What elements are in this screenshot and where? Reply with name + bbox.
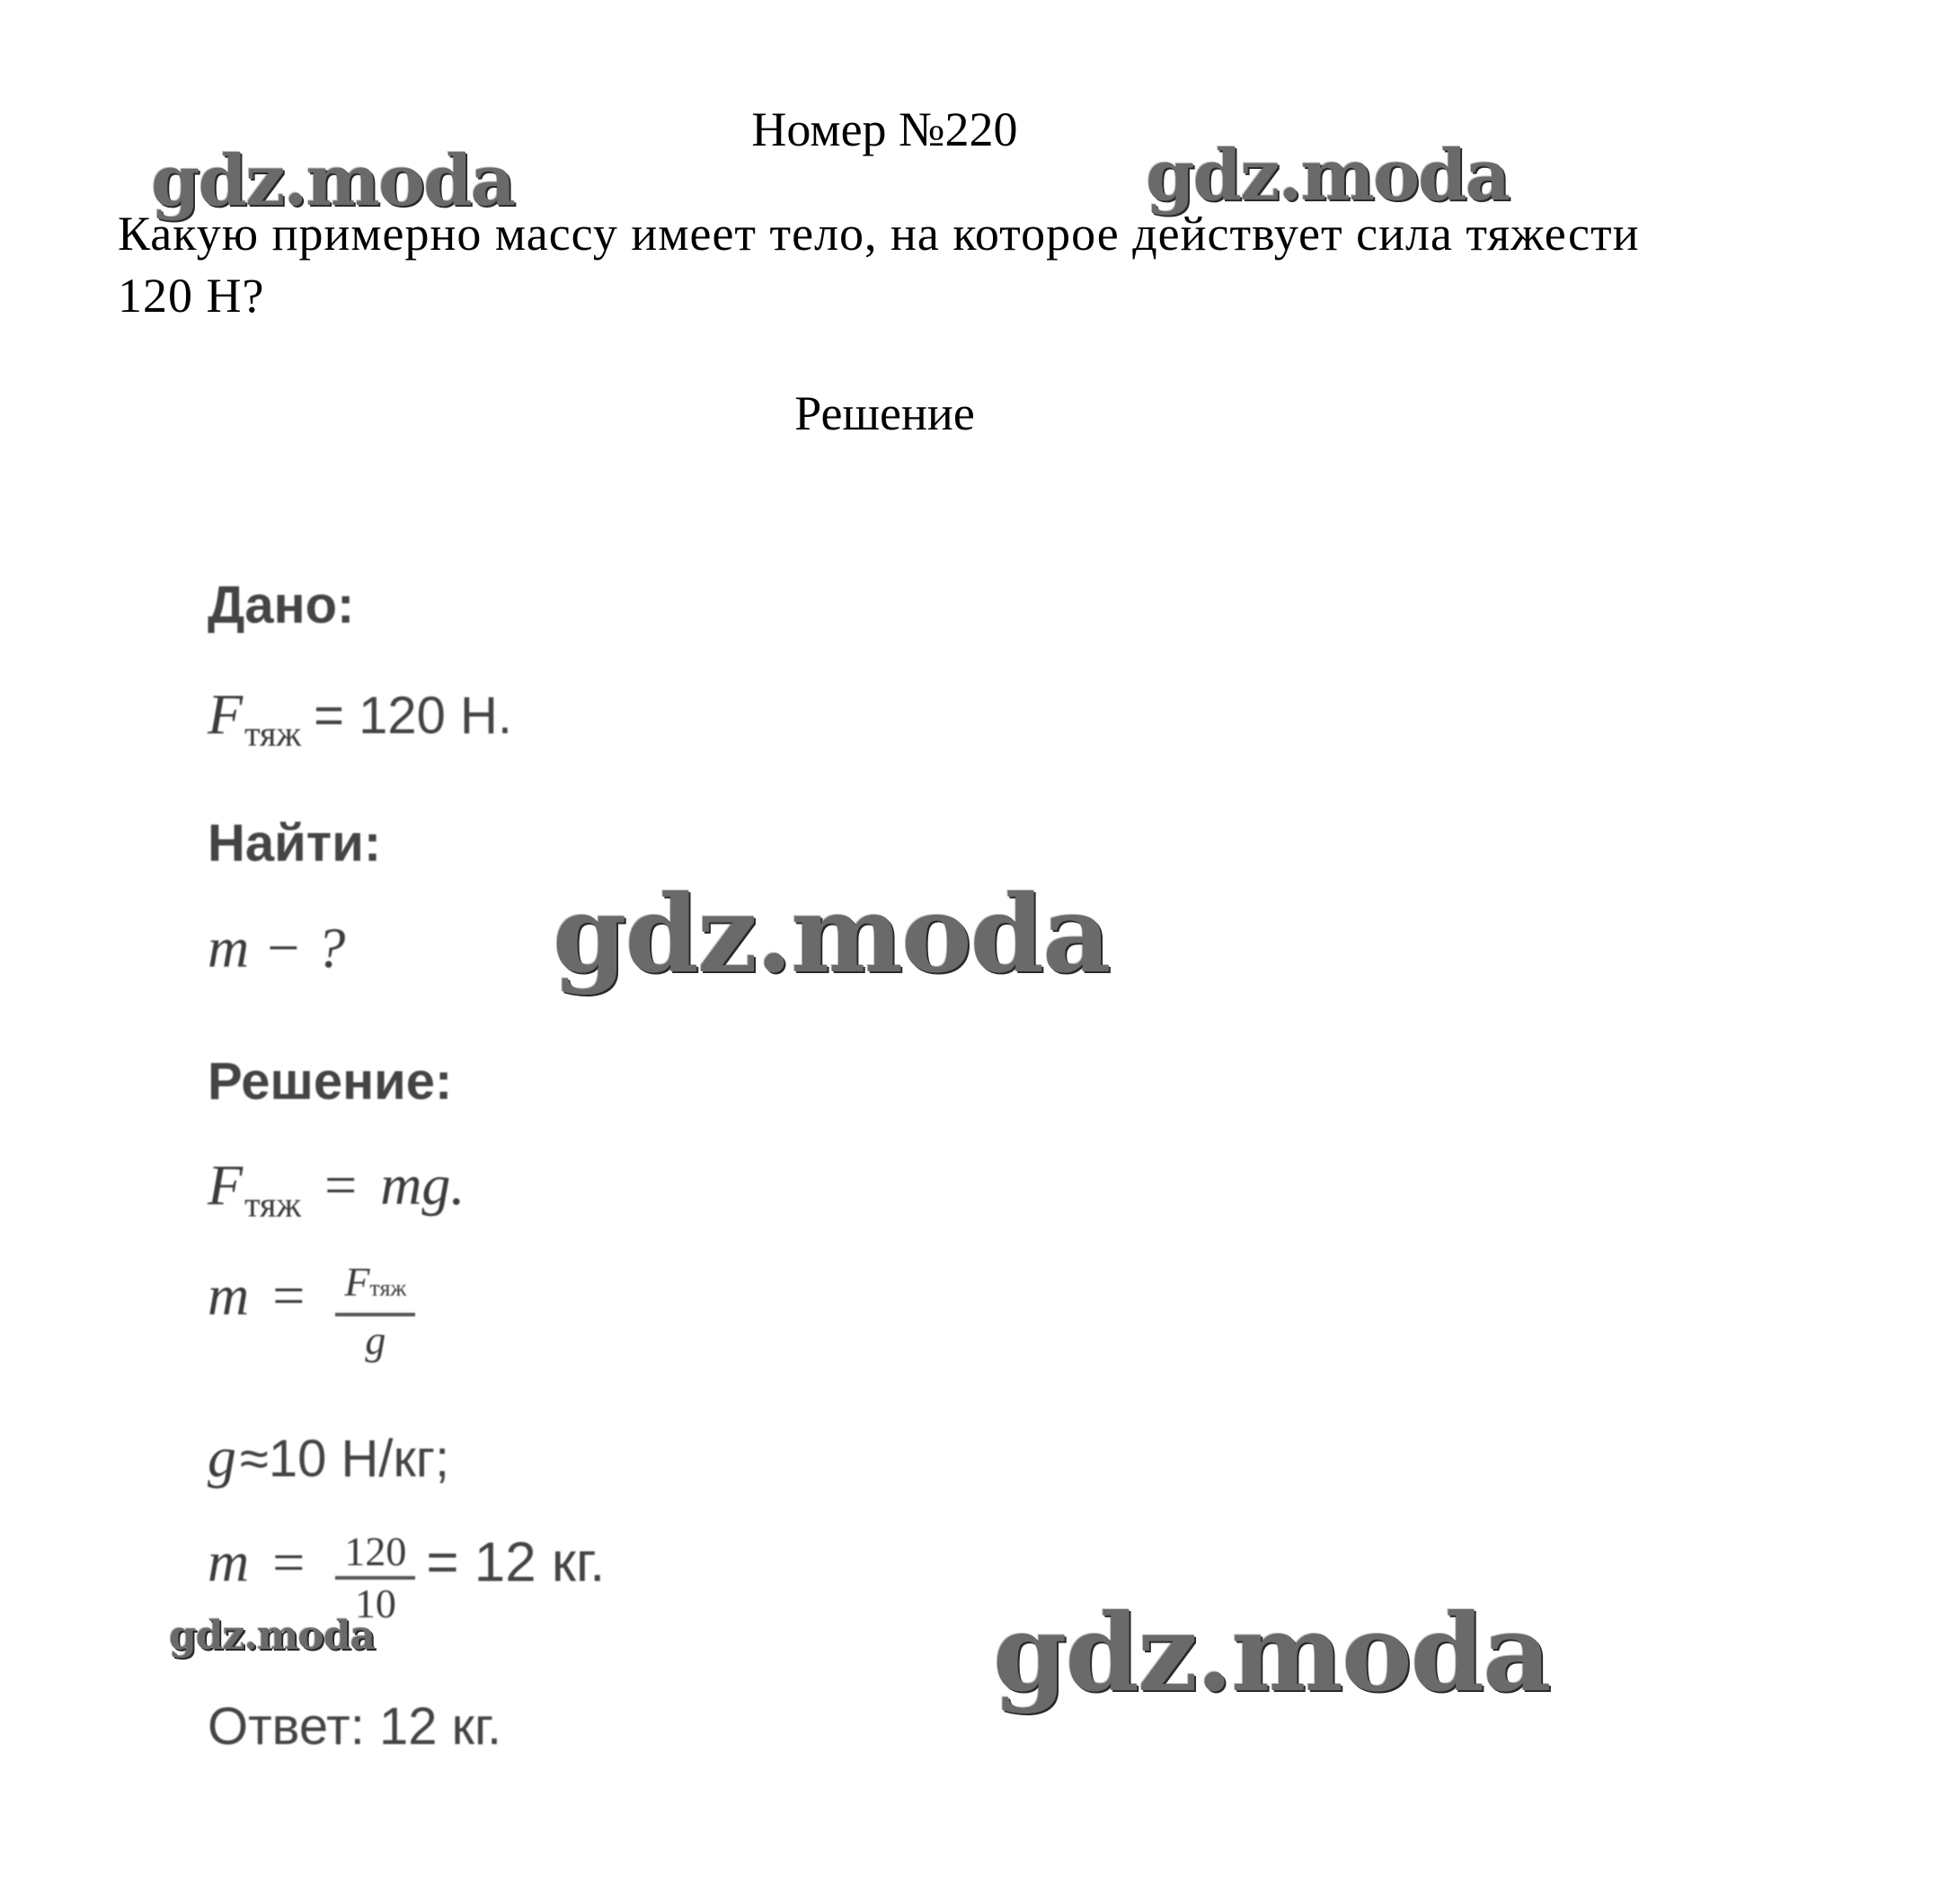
calc-numerator: 120 [335,1528,415,1580]
given-label: Дано: [208,576,355,634]
g-line [208,1424,449,1491]
mass-denominator: g [365,1317,386,1363]
mass-numerator: F [344,1259,370,1305]
watermark: gdz.moda [993,1590,1550,1715]
page-title: Номер №220 [751,102,1018,156]
calc-lhs: m [208,1529,250,1594]
calc-equals: = [272,1529,306,1594]
answer-line: Ответ: 12 кг. [208,1697,502,1756]
formula-lhs: F [208,1153,244,1217]
mass-fraction [335,1258,415,1365]
formula-rhs: mg. [380,1153,465,1217]
watermark: gdz.moda [553,872,1110,996]
solution-label: Решение: [208,1052,453,1111]
g-value: ≈10 Н/кг; [240,1430,450,1488]
find-label: Найти: [208,814,382,872]
mass-lhs: m [208,1263,250,1328]
watermark: gdz.moda [169,1613,376,1659]
mass-numerator-subscript: тяж [369,1275,407,1301]
given-subscript: тяж [244,713,302,754]
g-variable: g [208,1425,236,1489]
given-variable: F [208,682,244,746]
find-expression: m − ? [208,916,346,979]
given-value: = 120 Н. [314,686,512,745]
problem-statement: Какую примерно массу имеет тело, на которое действует сила тяжести 120 Н? [118,207,1640,323]
calc-result: = 12 кг. [426,1531,606,1594]
mass-formula-line [208,1258,422,1365]
formula-subscript: тяж [244,1184,302,1225]
solution-heading: Решение [794,386,975,440]
watermark: gdz.moda [151,140,515,222]
formula-line [208,1152,465,1225]
calc-denominator: 10 [354,1581,396,1626]
given-line [208,681,512,754]
mass-equals: = [272,1263,306,1328]
formula-equals: = [324,1153,358,1217]
watermark: gdz.moda [1146,135,1510,217]
